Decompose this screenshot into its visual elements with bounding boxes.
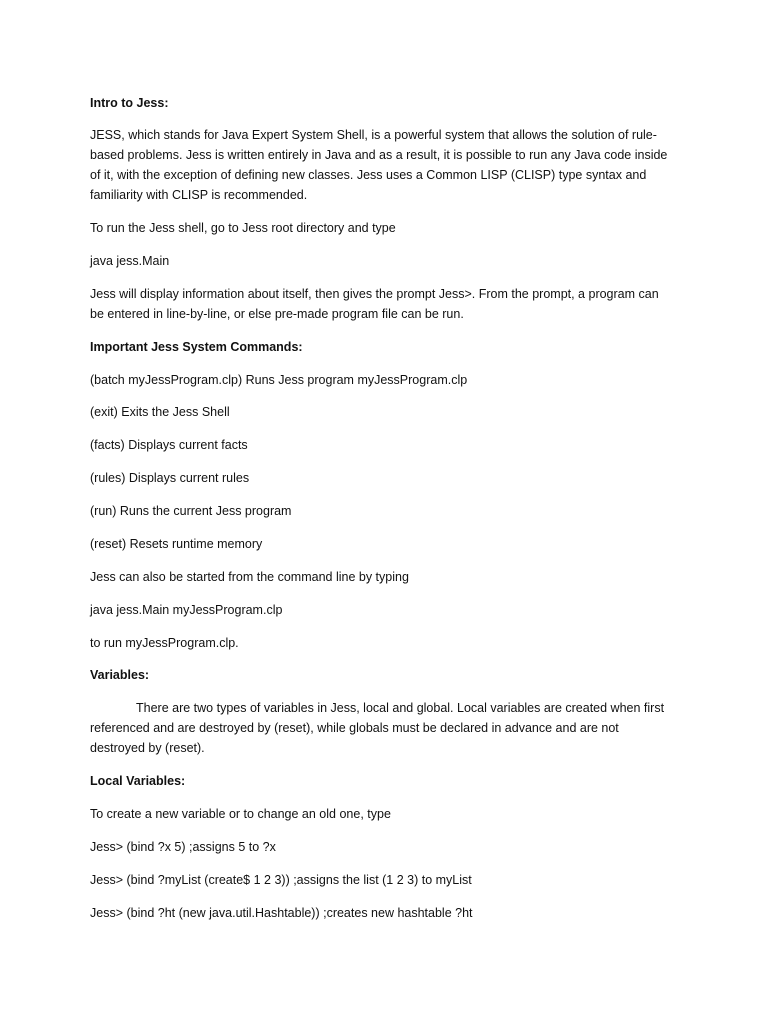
example-bind-ht: Jess> (bind ?ht (new java.util.Hashtable)) ;creates new hashtable ?ht: [90, 906, 473, 920]
intro-line-2: based problems. Jess is written entirely in Java and as a result, it is possible to run any Java code inside: [90, 148, 668, 162]
example-bind-mylist: Jess> (bind ?myList (create$ 1 2 3)) ;assigns the list (1 2 3) to myList: [90, 873, 472, 887]
local-intro: To create a new variable or to change an old one, type: [90, 807, 391, 821]
intro-line-3: of it, with the exception of defining new classes. Jess uses a Common LISP (CLISP) type syntax and: [90, 168, 647, 182]
example-bind-x: Jess> (bind ?x 5) ;assigns 5 to ?x: [90, 840, 276, 854]
cmdline-result: to run myJessProgram.clp.: [90, 636, 239, 650]
display-line-1: Jess will display information about itself, then gives the prompt Jess>. From the prompt, a program can: [90, 287, 659, 301]
intro-line-4: familiarity with CLISP is recommended.: [90, 188, 308, 202]
variables-line-2: referenced and are destroyed by (reset), while globals must be declared in advance and are not: [90, 721, 619, 735]
command-rules: (rules) Displays current rules: [90, 471, 250, 485]
variables-line-1: There are two types of variables in Jess, local and global. Local variables are created when first: [136, 701, 665, 715]
command-reset: (reset) Resets runtime memory: [90, 537, 263, 551]
heading-commands: Important Jess System Commands:: [90, 340, 303, 354]
heading-intro: Intro to Jess:: [90, 96, 169, 110]
display-line-2: be entered in line-by-line, or else pre-made program file can be run.: [90, 307, 464, 321]
cmdline-example: java jess.Main myJessProgram.clp: [90, 603, 283, 617]
intro-line-1: JESS, which stands for Java Expert System Shell, is a powerful system that allows the solution of rule-: [90, 128, 657, 142]
cmdline-intro: Jess can also be started from the command line by typing: [90, 570, 409, 584]
command-exit: (exit) Exits the Jess Shell: [90, 405, 230, 419]
variables-line-3: destroyed by (reset).: [90, 741, 205, 755]
heading-variables: Variables:: [90, 668, 150, 682]
cmd-main: java jess.Main: [90, 254, 170, 268]
command-run: (run) Runs the current Jess program: [90, 504, 292, 518]
command-facts: (facts) Displays current facts: [90, 438, 248, 452]
command-batch: (batch myJessProgram.clp) Runs Jess program myJessProgram.clp: [90, 373, 468, 387]
heading-local-variables: Local Variables:: [90, 774, 186, 788]
run-shell-text: To run the Jess shell, go to Jess root directory and type: [90, 221, 396, 235]
